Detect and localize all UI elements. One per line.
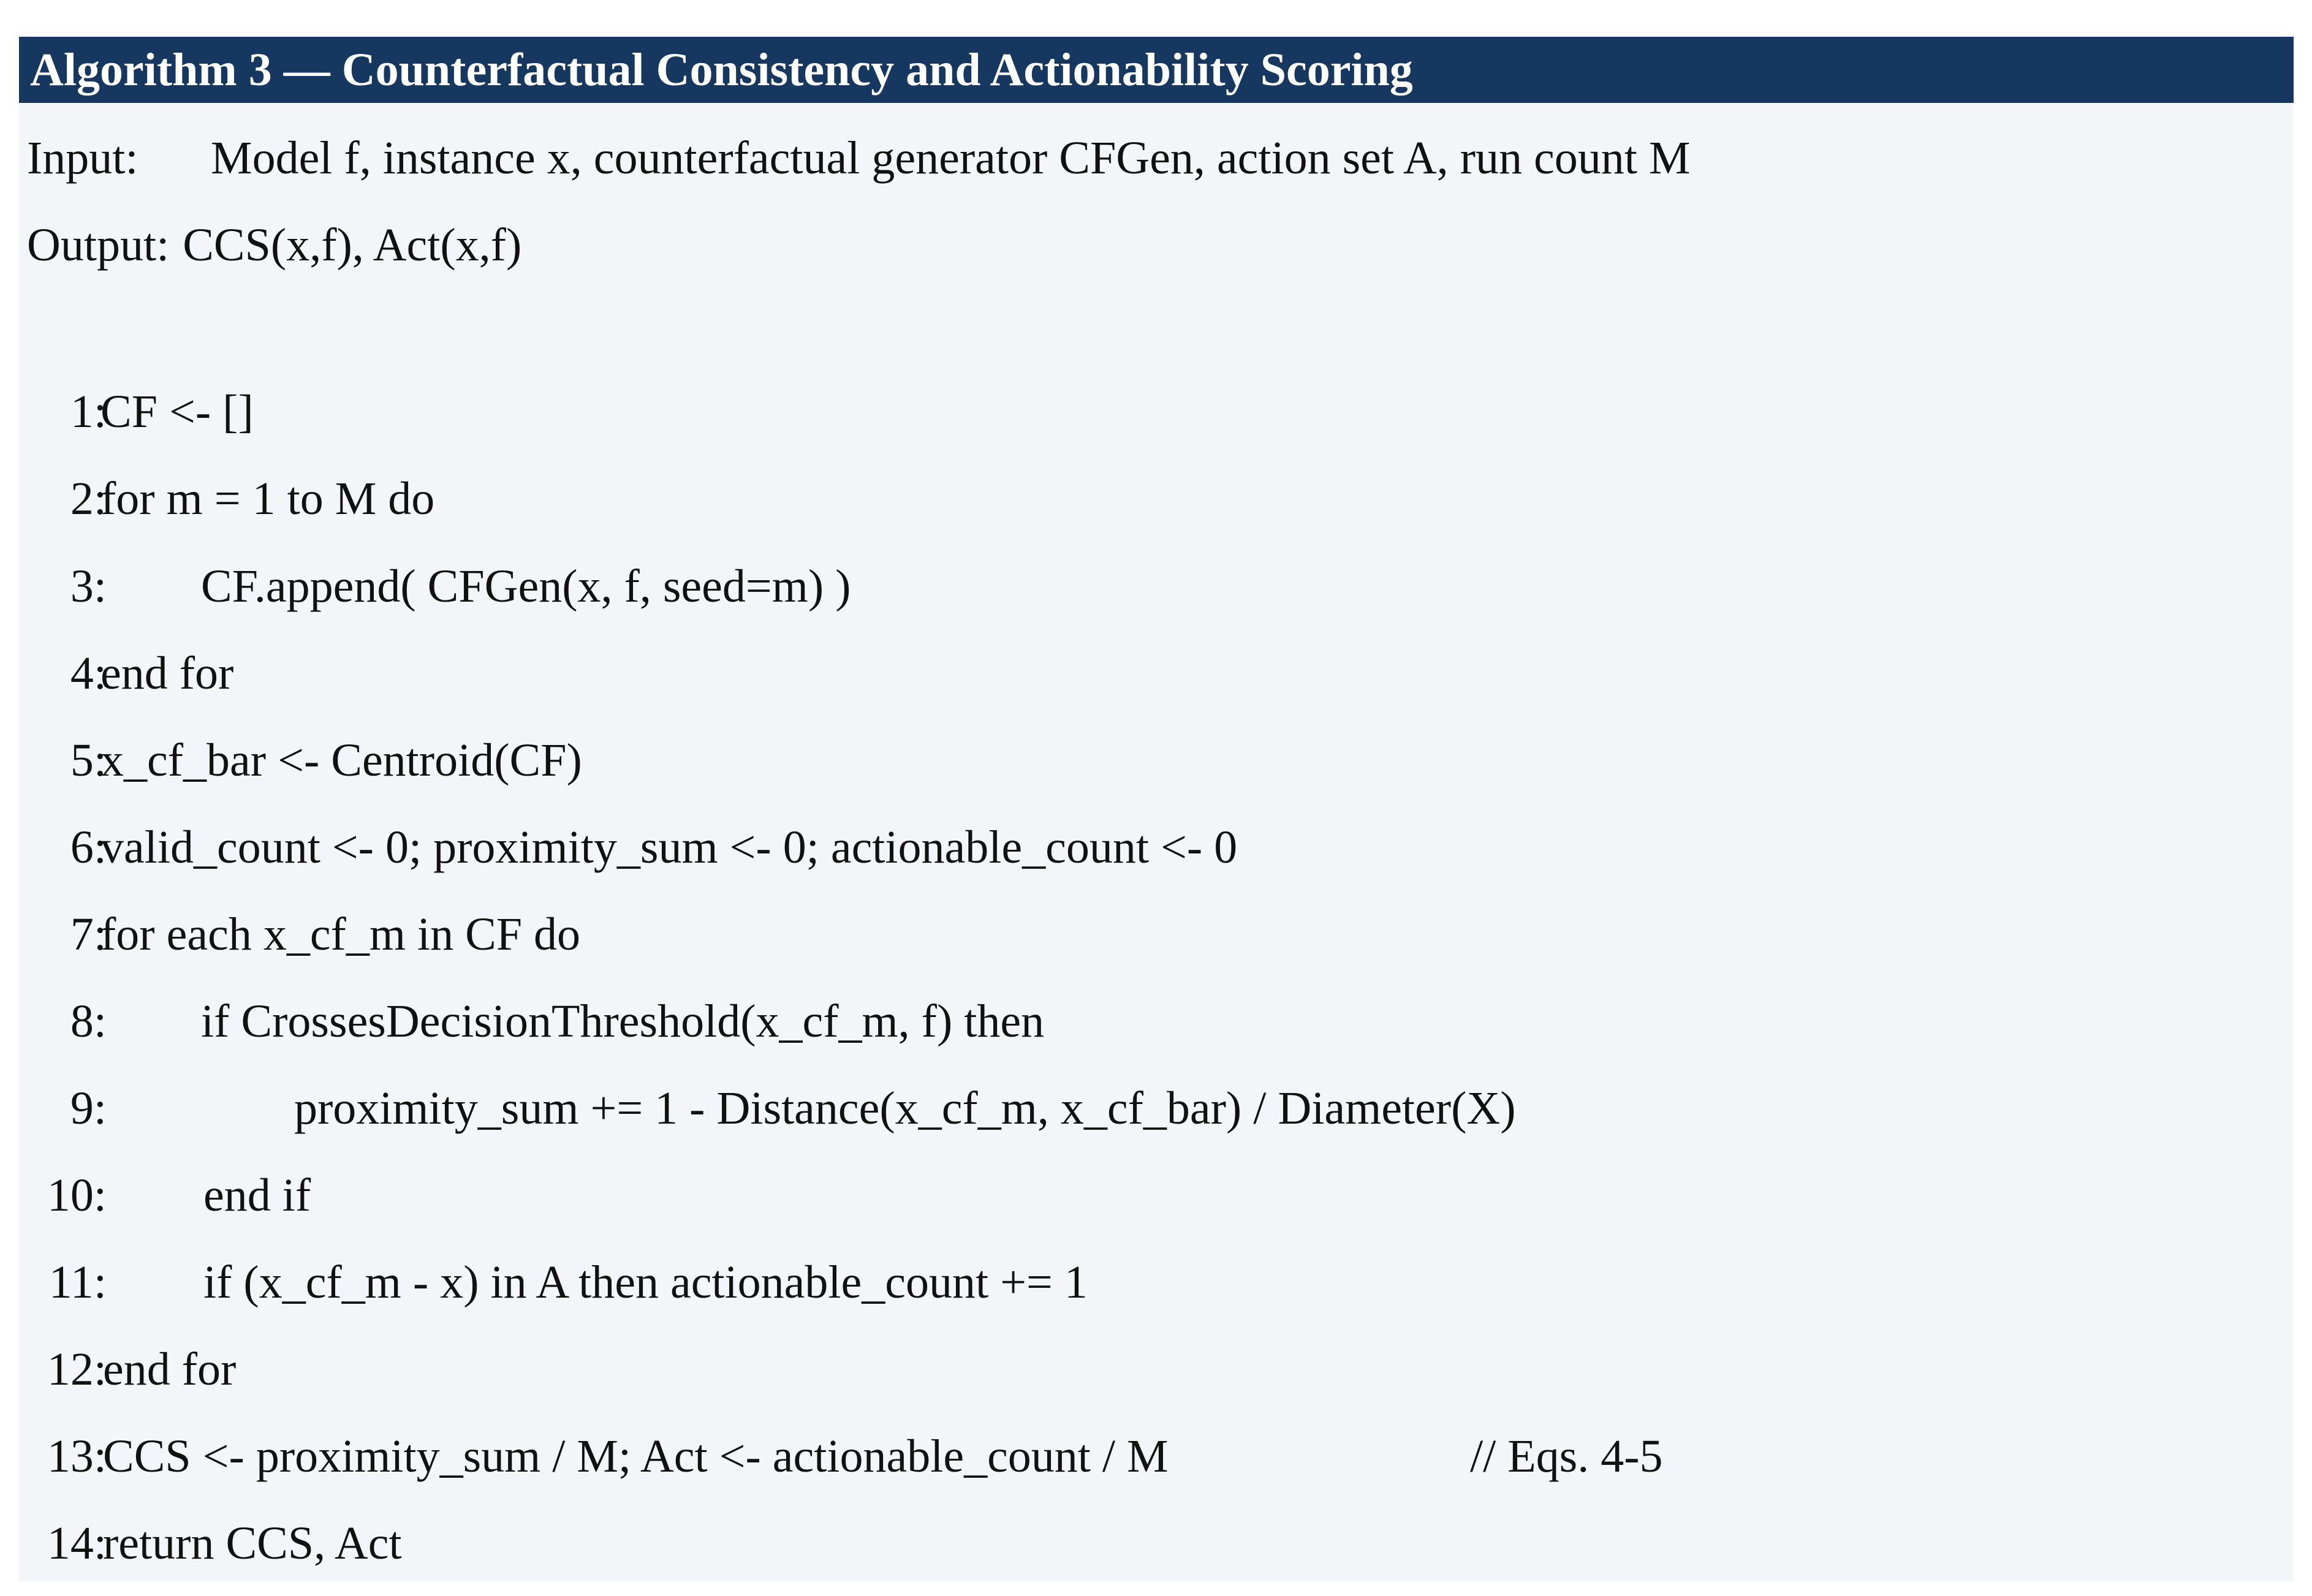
step-number: 10: <box>47 1170 107 1221</box>
step-code: if CrossesDecisionThreshold(x_cf_m, f) then <box>201 996 1045 1047</box>
algorithm-box <box>19 37 2294 1581</box>
step-code: end for <box>100 648 234 699</box>
algorithm-title: Algorithm 3 — Counterfactual Consistency and Actionability Scoring <box>19 37 2294 103</box>
step-number: 9: <box>70 1083 107 1134</box>
step-number: 8: <box>70 996 107 1047</box>
step-number: 5: <box>70 735 107 786</box>
step-code: end for <box>103 1344 237 1395</box>
step-code: CCS <- proximity_sum / M; Act <- actionable_count / M <box>103 1431 1169 1482</box>
step-code: CF.append( CFGen(x, f, seed=m) ) <box>201 561 851 612</box>
step-number: 13: <box>47 1431 107 1482</box>
step-number: 12: <box>47 1344 107 1395</box>
step-code: proximity_sum += 1 - Distance(x_cf_m, x_cf_bar) / Diameter(X) <box>294 1083 1516 1134</box>
step-number: 4: <box>70 648 107 699</box>
step-code: valid_count <- 0; proximity_sum <- 0; actionable_count <- 0 <box>100 822 1238 873</box>
step-code: for each x_cf_m in CF do <box>100 909 581 960</box>
input-text: Model f, instance x, counterfactual generator CFGen, action set A, run count M <box>211 132 1691 184</box>
step-number: 11: <box>48 1257 107 1308</box>
step-code: CF <- [] <box>100 386 254 437</box>
step-number: 6: <box>70 822 107 873</box>
step-number: 14: <box>47 1518 107 1569</box>
step-code: if (x_cf_m - x) in A then actionable_count += 1 <box>203 1257 1088 1308</box>
step-code: return CCS, Act <box>103 1518 402 1569</box>
step-number: 7: <box>70 909 107 960</box>
step-code: for m = 1 to M do <box>100 473 435 524</box>
step-number: 1: <box>70 386 107 437</box>
input-line <box>27 127 1690 189</box>
step-number: 2: <box>70 473 107 524</box>
output-text: CCS(x,f), Act(x,f) <box>183 219 522 271</box>
output-label: Output: <box>27 219 170 271</box>
output-line <box>27 214 521 276</box>
input-label: Input: <box>27 132 138 184</box>
equation-comment: // Eqs. 4-5 <box>1470 1431 1663 1482</box>
step-code: end if <box>203 1170 311 1221</box>
step-number: 3: <box>70 561 107 612</box>
step-code: x_cf_bar <- Centroid(CF) <box>100 735 582 786</box>
